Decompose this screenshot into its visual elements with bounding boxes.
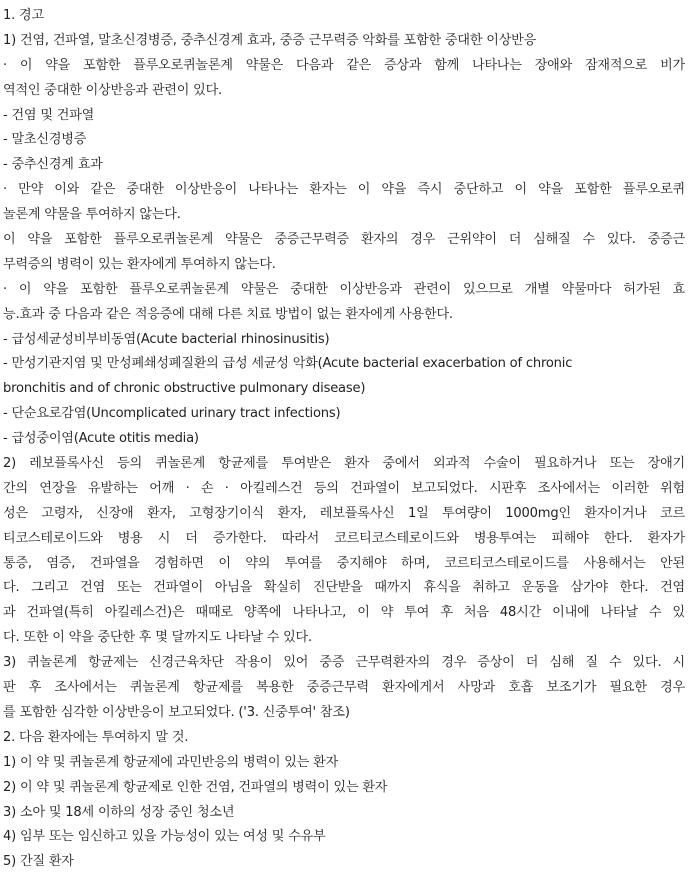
text-line: 를 포함한 심각한 이상반응이 보고되었다. ('3. 신중투여' 참조) (3, 704, 350, 720)
text-line: · 이 약을 포함한 플루오로퀴놀론계 약물은 다음과 같은 증상과 함께 나타나는 장애와 잠재적으로 비가 (3, 57, 685, 73)
text-line: 역적인 중대한 이상반응과 관련이 있다. (3, 82, 222, 98)
text-line: 능.효과 중 다음과 같은 적응증에 대해 다른 치료 방법이 없는 환자에게 사용한다. (3, 306, 453, 322)
text-line: 다. 또한 이 약을 중단한 후 몇 달까지도 나타날 수 있다. (3, 630, 312, 646)
text-line: · 만약 이와 같은 중대한 이상반응이 나타나는 환자는 이 약을 즉시 중단하고 이 약을 포함한 플루오로퀴 (3, 182, 685, 198)
text-line: 2) 레보플록사신 등의 퀴놀론계 항균제를 투여받은 환자 중에서 외과적 수술이 필요하거나 또는 장애기 (3, 456, 685, 472)
text-line: bronchitis and of chronic obstructive pulmonary disease) (3, 381, 366, 397)
text-line: 간의 연장을 유발하는 어깨 · 손 · 아킬레스건 등의 건파열이 보고되었다. 시판후 조사에서는 이러한 위험 (3, 480, 685, 496)
text-line: 과 건파열(특히 아킬레스건)은 때때로 양쪽에 나타나고, 이 약 투여 후 처음 48시간 이내에 나타날 수 있 (3, 605, 685, 621)
text-line: 5) 간질 환자 (3, 854, 74, 870)
text-line: 티코스테로이드와 병용 시 더 증가한다. 따라서 코르티코스테로이드와 병용투여는 피해야 한다. 환자가 (3, 530, 685, 546)
text-line: 1) 건염, 건파열, 말초신경병증, 중추신경계 효과, 중증 근무력증 악화를 포함한 중대한 이상반응 (3, 32, 537, 48)
text-line: 다. 그리고 건염 또는 건파열이 아님을 확실히 진단받을 때까지 휴식을 취하고 운동을 삼가야 한다. 건염 (3, 580, 685, 596)
text-line: 3) 소아 및 18세 이하의 성장 중인 청소년 (3, 804, 235, 820)
text-line: 통증, 염증, 건파열을 경험하면 이 약의 투여를 중지해야 하며, 코르티코스테로이드를 사용해서는 안된 (3, 555, 685, 571)
text-line: 무력증의 병력이 있는 환자에게 투여하지 않는다. (3, 256, 276, 272)
text-line: - 급성세균성비부비동염(Acute bacterial rhinosinusitis) (3, 331, 330, 347)
text-line: - 건염 및 건파열 (3, 107, 95, 123)
text-line: - 중추신경계 효과 (3, 157, 103, 173)
text-line: 4) 임부 또는 임신하고 있을 가능성이 있는 여성 및 수유부 (3, 829, 326, 845)
text-line: - 말초신경병증 (3, 132, 87, 148)
text-line: 놀론계 약물을 투여하지 않는다. (3, 207, 181, 223)
text-line: 성은 고령자, 신장애 환자, 고형장기이식 환자, 레보플록사신 1일 투여량이 1000mg인 환자이거나 코르 (3, 505, 685, 521)
text-line: 판 후 조사에서는 퀴놀론계 항균제를 복용한 중증근무력 환자에게서 사망과 호흡 보조기가 필요한 경우 (3, 680, 685, 696)
text-line: 1) 이 약 및 퀴놀론계 항균제에 과민반응의 병력이 있는 환자 (3, 754, 339, 770)
text-line: · 이 약을 포함한 플루오로퀴놀론계 약물은 중대한 이상반응과 관련이 있으므로 개별 약물마다 허가된 효 (3, 281, 685, 297)
text-line: 이 약을 포함한 플루오로퀴놀론계 약물은 중증근무력증 환자의 경우 근위약이 더 심해질 수 있다. 중증근 (3, 232, 685, 248)
text-line: 3) 퀴놀론계 항균제는 신경근육차단 작용이 있어 중증 근무력환자의 경우 증상이 더 심해 질 수 있다. 시 (3, 655, 685, 671)
text-line: - 단순요로감염(Uncomplicated urinary tract infections) (3, 406, 341, 422)
text-line: 1. 경고 (3, 8, 44, 23)
document-body (0, 4, 688, 875)
text-line: - 만성기관지염 및 만성폐쇄성폐질환의 급성 세균성 악화(Acute bacterial exacerbation of chronic (3, 356, 573, 372)
text-line: 2) 이 약 및 퀴놀론계 항균제로 인한 건염, 건파열의 병력이 있는 환자 (3, 779, 388, 795)
text-line: 2. 다음 환자에는 투여하지 말 것. (3, 729, 189, 745)
text-line: - 급성중이염(Acute otitis media) (3, 431, 199, 447)
